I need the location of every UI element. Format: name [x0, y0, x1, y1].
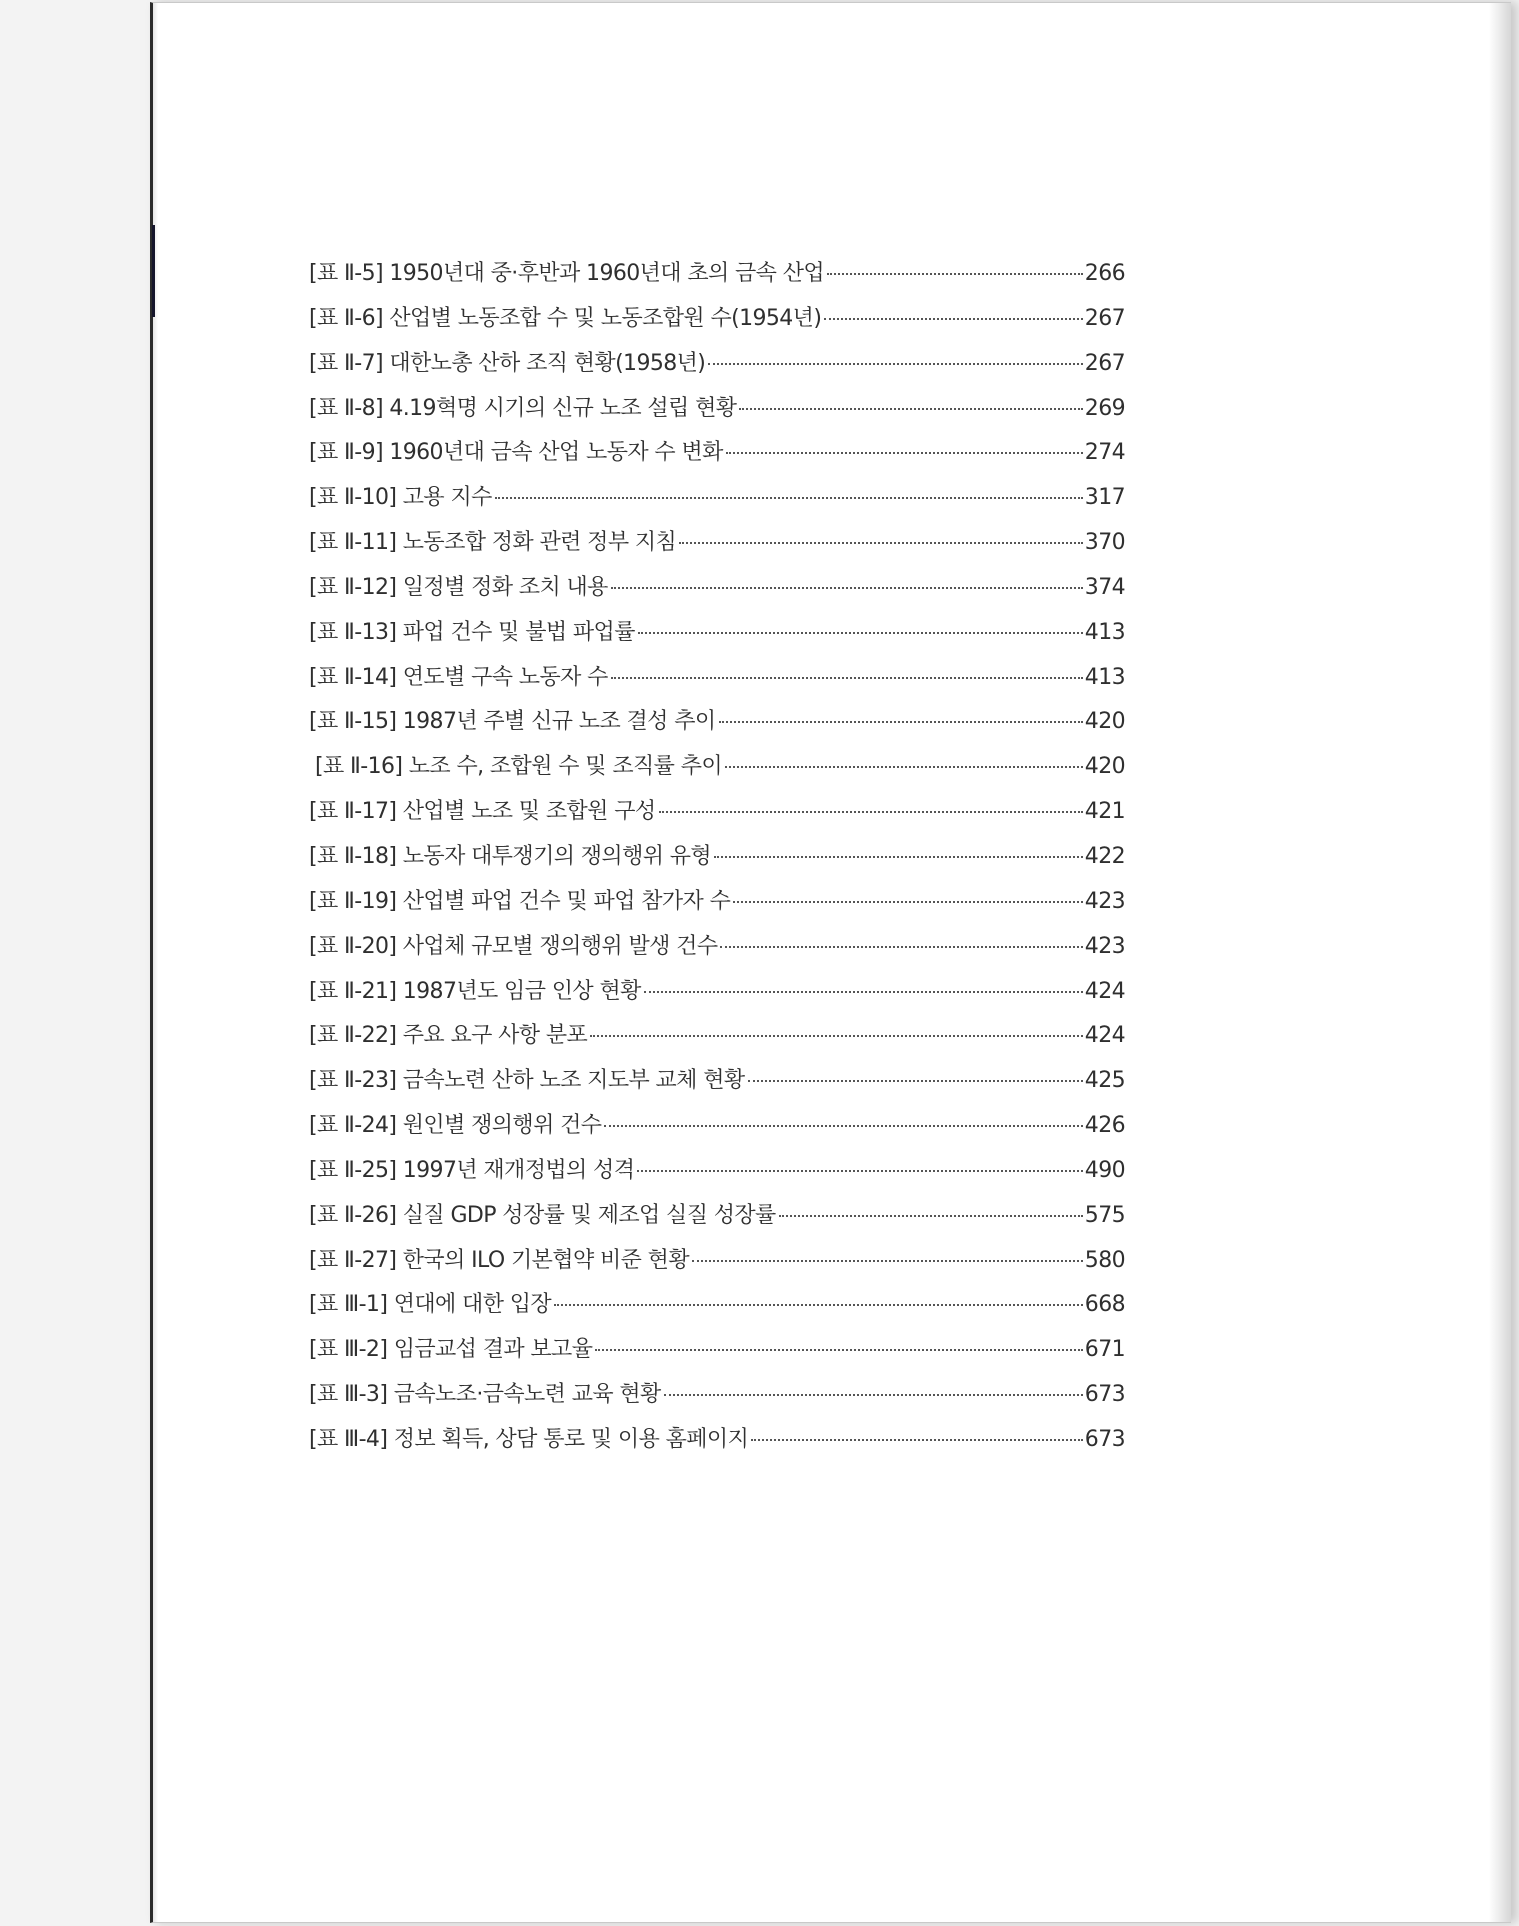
toc-entry-page-number: 413 — [1084, 619, 1125, 645]
toc-entry-page-number: 421 — [1084, 799, 1125, 825]
toc-entry[interactable] — [309, 301, 1125, 346]
toc-entry-page-number: 420 — [1084, 754, 1125, 780]
dot-leader — [692, 1260, 1083, 1262]
toc-entry[interactable] — [309, 884, 1125, 929]
toc-entry[interactable] — [309, 1108, 1125, 1153]
toc-entry-title: [표 Ⅱ-19] 산업별 파업 건수 및 파업 참가자 수 — [309, 888, 731, 914]
toc-entry[interactable] — [309, 346, 1125, 391]
toc-entry[interactable] — [309, 1287, 1125, 1332]
toc-entry-title: [표 Ⅱ-7] 대한노총 산하 조직 현황(1958년) — [309, 350, 706, 376]
toc-entry-page-number: 425 — [1084, 1068, 1125, 1094]
toc-entry[interactable] — [309, 615, 1125, 660]
toc-entry-page-number: 580 — [1084, 1247, 1125, 1273]
toc-entry-page-number: 424 — [1084, 1023, 1125, 1049]
toc-entry-page-number: 274 — [1084, 440, 1125, 466]
dot-leader — [595, 1349, 1082, 1351]
dot-leader — [824, 318, 1082, 320]
toc-entry-page-number: 266 — [1084, 261, 1125, 286]
toc-entry-title: [표 Ⅲ-4] 정보 획득, 상담 통로 및 이용 홈페이지 — [309, 1426, 749, 1452]
toc-entry-title: [표 Ⅱ-16] 노조 수, 조합원 수 및 조직률 추이 — [315, 754, 722, 780]
toc-entry[interactable] — [309, 660, 1125, 705]
dot-leader — [779, 1215, 1083, 1217]
dot-leader — [644, 991, 1083, 993]
toc-entry[interactable] — [309, 391, 1125, 436]
toc-entry[interactable] — [309, 794, 1125, 839]
dot-leader — [604, 1125, 1082, 1127]
toc-entry-title: [표 Ⅲ-3] 금속노조·금속노련 교육 현황 — [309, 1382, 661, 1408]
toc-entry-page-number: 269 — [1084, 395, 1125, 421]
toc-entry-title: [표 Ⅱ-14] 연도별 구속 노동자 수 — [309, 664, 608, 690]
toc-entry-title: [표 Ⅱ-13] 파업 건수 및 불법 파업률 — [309, 619, 635, 645]
toc-entry-page-number: 413 — [1084, 664, 1125, 690]
dot-leader — [748, 1080, 1083, 1082]
toc-entry-page-number: 575 — [1084, 1202, 1125, 1228]
toc-entry-page-number: 422 — [1084, 843, 1125, 869]
dot-leader — [751, 1439, 1083, 1441]
toc-entry[interactable] — [309, 435, 1125, 480]
dot-leader — [725, 766, 1083, 768]
toc-entry-title: [표 Ⅱ-6] 산업별 노동조합 수 및 노동조합원 수(1954년) — [309, 305, 822, 331]
toc-entry[interactable] — [309, 570, 1125, 615]
toc-entry-title: [표 Ⅱ-24] 원인별 쟁의행위 건수 — [309, 1113, 602, 1139]
toc-entry[interactable] — [309, 974, 1125, 1019]
toc-entry-page-number: 423 — [1084, 933, 1125, 959]
toc-entry-title: [표 Ⅱ-11] 노동조합 정화 관련 정부 지침 — [309, 530, 677, 556]
toc-entry-title: [표 Ⅱ-5] 1950년대 중·후반과 1960년대 초의 금속 산업 — [309, 261, 825, 286]
toc-entry[interactable] — [309, 1063, 1125, 1108]
toc-entry[interactable] — [309, 1422, 1125, 1467]
toc-entry-title: [표 Ⅱ-8] 4.19혁명 시기의 신규 노조 설립 현황 — [309, 395, 737, 421]
dot-leader — [638, 632, 1083, 634]
dot-leader — [495, 497, 1083, 499]
dot-leader — [726, 452, 1083, 454]
toc-entry-title: [표 Ⅱ-20] 사업체 규모별 쟁의행위 발생 건수 — [309, 933, 718, 959]
toc-entry-title: [표 Ⅱ-26] 실질 GDP 성장률 및 제조업 실질 성장률 — [309, 1202, 776, 1228]
toc-entry-title: [표 Ⅱ-15] 1987년 주별 신규 노조 결성 추이 — [309, 709, 716, 735]
toc-entry-page-number: 673 — [1084, 1426, 1125, 1452]
toc-entry[interactable] — [309, 525, 1125, 570]
toc-entry-page-number: 668 — [1084, 1292, 1125, 1318]
dot-leader — [720, 946, 1082, 948]
toc-entry-title: [표 Ⅱ-12] 일정별 정화 조치 내용 — [309, 574, 608, 600]
toc-entry-title: [표 Ⅱ-21] 1987년도 임금 인상 현황 — [309, 978, 641, 1004]
toc-entry-page-number: 424 — [1084, 978, 1125, 1004]
toc-entry[interactable] — [309, 929, 1125, 974]
toc-entry-title: [표 Ⅱ-25] 1997년 재개정법의 성격 — [309, 1157, 635, 1183]
dot-leader — [611, 677, 1083, 679]
dot-leader — [659, 811, 1083, 813]
toc-entry-title: [표 Ⅱ-9] 1960년대 금속 산업 노동자 수 변화 — [309, 440, 723, 466]
toc-entry-page-number: 420 — [1084, 709, 1125, 735]
toc-entry-title: [표 Ⅱ-17] 산업별 노조 및 조합원 구성 — [309, 799, 656, 825]
toc-entry-page-number: 490 — [1084, 1157, 1125, 1183]
page-right-shadow — [1489, 3, 1511, 1922]
dot-leader — [611, 587, 1083, 589]
toc-entry-title: [표 Ⅲ-1] 연대에 대한 입장 — [309, 1292, 552, 1318]
toc-entry-title: [표 Ⅱ-22] 주요 요구 사항 분포 — [309, 1023, 588, 1049]
toc-entry-title: [표 Ⅱ-10] 고용 지수 — [309, 485, 492, 511]
dot-leader — [708, 363, 1083, 365]
toc-entry[interactable] — [309, 749, 1125, 794]
toc-entry[interactable] — [309, 480, 1125, 525]
dot-leader — [590, 1035, 1083, 1037]
toc-entry[interactable] — [309, 1243, 1125, 1288]
toc-entry-page-number: 673 — [1084, 1382, 1125, 1408]
dot-leader — [554, 1304, 1083, 1306]
dot-leader — [739, 408, 1082, 410]
toc-entry[interactable] — [309, 1018, 1125, 1063]
toc-entry[interactable] — [309, 1332, 1125, 1377]
dot-leader — [664, 1394, 1083, 1396]
toc-entry[interactable] — [309, 1198, 1125, 1243]
toc-entry-page-number: 374 — [1084, 574, 1125, 600]
toc-entry-page-number: 426 — [1084, 1113, 1125, 1139]
toc-entry-page-number: 423 — [1084, 888, 1125, 914]
binding-mark — [152, 225, 155, 317]
dot-leader — [827, 273, 1083, 275]
dot-leader — [679, 542, 1083, 544]
toc-entry-title: [표 Ⅲ-2] 임금교섭 결과 보고율 — [309, 1337, 593, 1363]
toc-entry[interactable] — [309, 704, 1125, 749]
toc-entry[interactable] — [309, 1377, 1125, 1422]
toc-entry-page-number: 267 — [1084, 305, 1125, 331]
table-list-of-contents — [309, 256, 1125, 1467]
toc-entry-page-number: 671 — [1084, 1337, 1125, 1363]
toc-entry[interactable] — [309, 839, 1125, 884]
dot-leader — [714, 856, 1083, 858]
toc-entry-title: [표 Ⅱ-27] 한국의 ILO 기본협약 비준 현황 — [309, 1247, 689, 1273]
toc-entry-title: [표 Ⅱ-23] 금속노련 산하 노조 지도부 교체 현황 — [309, 1068, 745, 1094]
toc-entry-page-number: 267 — [1084, 350, 1125, 376]
dot-leader — [719, 721, 1083, 723]
toc-entry-title: [표 Ⅱ-18] 노동자 대투쟁기의 쟁의행위 유형 — [309, 843, 712, 869]
toc-entry-page-number: 317 — [1084, 485, 1125, 511]
toc-entry-page-number: 370 — [1084, 530, 1125, 556]
toc-entry[interactable] — [309, 256, 1125, 301]
dot-leader — [733, 901, 1083, 903]
dot-leader — [637, 1170, 1082, 1172]
toc-entry[interactable] — [309, 1153, 1125, 1198]
